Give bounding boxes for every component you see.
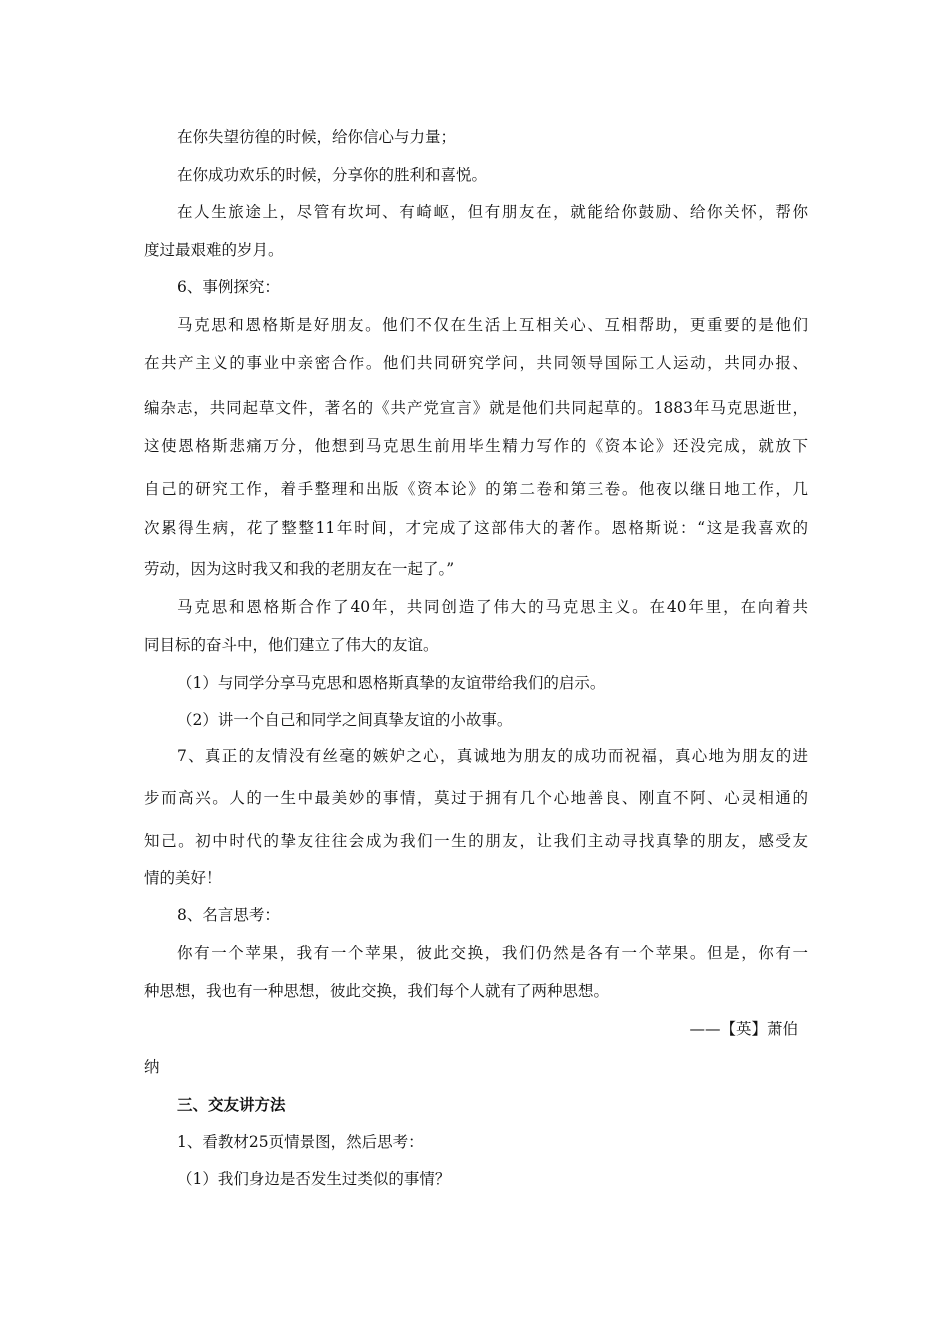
- text-line: 情的美好！: [144, 869, 222, 887]
- text-line: 自己的研究工作，着手整理和出版《资本论》的第二卷和第三卷。他夜以继日地工作，几: [144, 480, 808, 498]
- text-line: 马克思和恩格斯合作了40年，共同创造了伟大的马克思主义。在40年里，在向着共: [177, 598, 808, 616]
- list-item: （1）我们身边是否发生过类似的事情？: [177, 1170, 451, 1188]
- section-heading: 8、名言思考：: [177, 906, 280, 924]
- quote-line: 种思想，我也有一种思想，彼此交换，我们每个人就有了两种思想。: [144, 982, 610, 1000]
- text-line: 在你失望彷徨的时候，给你信心与力量；: [177, 128, 457, 146]
- text-line: 劳动，因为这时我又和我的老朋友在一起了。”: [144, 560, 455, 578]
- text-line: 步而高兴。人的一生中最美妙的事情，莫过于拥有几个心地善良、刚直不阿、心灵相通的: [144, 789, 808, 807]
- text-line: 这使恩格斯悲痛万分，他想到马克思生前用毕生精力写作的《资本论》还没完成，就放下: [144, 437, 808, 455]
- quote-attribution: ——【英】萧伯: [689, 1020, 798, 1038]
- list-item: （1）与同学分享马克思和恩格斯真挚的友谊带给我们的启示。: [177, 674, 606, 692]
- text-line: 在你成功欢乐的时候，分享你的胜利和喜悦。: [177, 166, 488, 184]
- list-item: （2）讲一个自己和同学之间真挚友谊的小故事。: [177, 711, 513, 729]
- quote-attribution-continued: 纳: [144, 1058, 160, 1076]
- text-line: 同目标的奋斗中，他们建立了伟大的友谊。: [144, 636, 439, 654]
- text-line: 次累得生病，花了整整11年时间，才完成了这部伟大的著作。恩格斯说：“这是我喜欢的: [144, 519, 808, 537]
- quote-line: 你有一个苹果，我有一个苹果，彼此交换，我们仍然是各有一个苹果。但是，你有一: [177, 944, 808, 962]
- text-line: 在共产主义的事业中亲密合作。他们共同研究学问，共同领导国际工人运动，共同办报、: [144, 354, 808, 372]
- section-heading: 1、看教材25页情景图，然后思考：: [177, 1133, 424, 1151]
- section-heading: 7、真正的友情没有丝毫的嫉妒之心，真诚地为朋友的成功而祝福，真心地为朋友的进: [177, 747, 808, 765]
- section-heading: 6、事例探究：: [177, 278, 280, 296]
- text-line: 马克思和恩格斯是好朋友。他们不仅在生活上互相关心、互相帮助，更重要的是他们: [177, 316, 808, 334]
- text-line: 编杂志，共同起草文件，著名的《共产党宣言》就是他们共同起草的。1883年马克思逝世，: [144, 399, 808, 417]
- text-line: 度过最艰难的岁月。: [144, 241, 284, 259]
- chapter-heading: 三、交友讲方法: [177, 1095, 286, 1114]
- text-line: 知己。初中时代的挚友往往会成为我们一生的朋友，让我们主动寻找真挚的朋友，感受友: [144, 832, 808, 850]
- text-line: 在人生旅途上，尽管有坎坷、有崎岖，但有朋友在，就能给你鼓励、给你关怀，帮你: [177, 203, 808, 221]
